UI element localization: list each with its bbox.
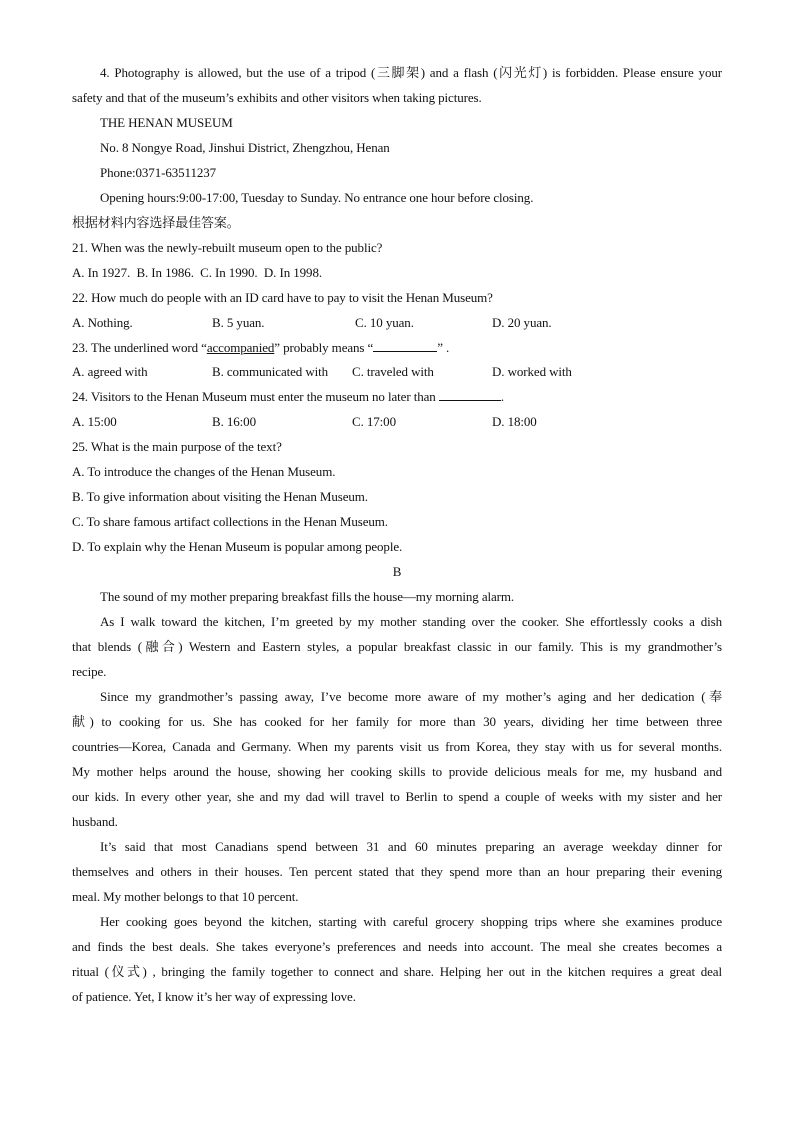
q23-option-d[interactable]: D. worked with	[492, 364, 572, 379]
q23-stem-mid: ” probably means “	[274, 340, 374, 355]
q24-option-d[interactable]: D. 18:00	[492, 414, 537, 429]
q25-option-c[interactable]: C. To share famous artifact collections in the Henan Museum.	[72, 514, 388, 529]
question-22-stem: 22. How much do people with an ID card have to pay to visit the Henan Museum?	[72, 290, 493, 305]
q21-option-c[interactable]: C. In 1990.	[200, 265, 258, 280]
instruction: 根据材料内容选择最佳答案。	[72, 215, 240, 230]
q24-stem: 24. Visitors to the Henan Museum must enter the museum no later than	[72, 389, 436, 404]
q23-option-c[interactable]: C. traveled with	[352, 364, 434, 379]
passage-b-p3-line: 献) to cooking for us. She has cooked for her family for more than 30 years, dividing her time between three	[72, 714, 722, 729]
rule-4-line-1: 4. Photography is allowed, but the use of a tripod (三脚架) and a flash (闪光灯) is forbidden. Please ensure your	[100, 65, 722, 80]
q23-stem-post: ” .	[437, 340, 450, 355]
passage-b-p4-line: meal. My mother belongs to that 10 percent.	[72, 889, 299, 904]
museum-address: No. 8 Nongye Road, Jinshui District, Zhengzhou, Henan	[100, 140, 390, 155]
q23-option-b[interactable]: B. communicated with	[212, 364, 329, 379]
passage-b-p3-line: My mother helps around the house, showing her cooking skills to provide delicious meals for me, my husband and	[72, 764, 722, 779]
passage-b-p5-line: ritual (仪式) , bringing the family together to connect and share. Helping her out in the kitchen requires a great deal	[72, 964, 722, 979]
q25-option-a[interactable]: A. To introduce the changes of the Henan Museum.	[72, 464, 336, 479]
question-23-stem	[72, 339, 722, 357]
passage-b-p1: The sound of my mother preparing breakfast fills the house—my morning alarm.	[100, 589, 515, 604]
rule-4-line-2: safety and that of the museum’s exhibits and other visitors when taking pictures.	[72, 90, 482, 105]
q24-option-c[interactable]: C. 17:00	[352, 414, 396, 429]
question-25-stem: 25. What is the main purpose of the text?	[72, 439, 282, 454]
q23-option-a[interactable]: A. agreed with	[72, 364, 148, 379]
passage-b-p3-line: Since my grandmother’s passing away, I’ve become more aware of my mother’s aging and her dedication (奉	[100, 689, 722, 704]
q21-option-d[interactable]: D. In 1998.	[263, 265, 322, 280]
question-21-stem: 21. When was the newly-rebuilt museum open to the public?	[72, 240, 383, 255]
passage-b-p2-line: As I walk toward the kitchen, I’m greeted by my mother standing over the cooker. She effortlessly cooks a dish	[100, 614, 722, 629]
q24-answer-blank[interactable]	[439, 388, 501, 401]
passage-b-p2-line: that blends (融合) Western and Eastern styles, a popular breakfast classic in our family. This is my grandmother’s	[72, 639, 722, 654]
passage-b-p3-line: countries—Korea, Canada and Germany. When my parents visit us from Korea, they stay with us for several months.	[72, 739, 722, 754]
passage-b-p5-line: Her cooking goes beyond the kitchen, starting with careful grocery shopping trips where she examines produce	[100, 914, 722, 929]
passage-b-p3-line: our kids. In every other year, she and my dad will travel to Berlin to spend a couple of weeks with my sister and her	[72, 789, 722, 804]
q23-stem-pre: 23. The underlined word “	[72, 340, 207, 355]
passage-b-p5-line: of patience. Yet, I know it’s her way of expressing love.	[72, 989, 356, 1004]
q22-option-d[interactable]: D. 20 yuan.	[492, 315, 552, 330]
passage-b-p2-line: recipe.	[72, 664, 107, 679]
q25-option-b[interactable]: B. To give information about visiting the Henan Museum.	[72, 489, 368, 504]
passage-b-p3-line: husband.	[72, 814, 118, 829]
q22-option-a[interactable]: A. Nothing.	[72, 315, 133, 330]
q24-stem-post: .	[500, 389, 505, 404]
q21-option-b[interactable]: B. In 1986.	[136, 265, 194, 280]
q21-option-a[interactable]: A. In 1927.	[72, 265, 131, 280]
question-21-options	[72, 264, 722, 282]
question-24-stem	[72, 388, 722, 406]
section-b-heading: B	[392, 564, 402, 579]
museum-phone: Phone:0371-63511237	[100, 165, 217, 180]
q22-option-b[interactable]: B. 5 yuan.	[212, 315, 265, 330]
q25-option-d[interactable]: D. To explain why the Henan Museum is popular among people.	[72, 539, 403, 554]
passage-b-p4-line: It’s said that most Canadians spend between 31 and 60 minutes preparing an average weekday dinner for	[100, 839, 722, 854]
q22-option-c[interactable]: C. 10 yuan.	[355, 315, 414, 330]
museum-name: THE HENAN MUSEUM	[100, 115, 233, 130]
q23-answer-blank[interactable]	[373, 339, 437, 352]
q24-option-a[interactable]: A. 15:00	[72, 414, 117, 429]
q23-underlined-word: accompanied	[206, 340, 275, 355]
passage-b-p4-line: themselves and others in their houses. Ten percent stated that they spend more than an hour preparing their evening	[72, 864, 722, 879]
passage-b-p5-line: and finds the best deals. She takes everyone’s preferences and needs into account. The meal she creates becomes a	[72, 939, 722, 954]
q24-option-b[interactable]: B. 16:00	[212, 414, 256, 429]
opening-hours: Opening hours:9:00-17:00, Tuesday to Sunday. No entrance one hour before closing.	[100, 190, 534, 205]
